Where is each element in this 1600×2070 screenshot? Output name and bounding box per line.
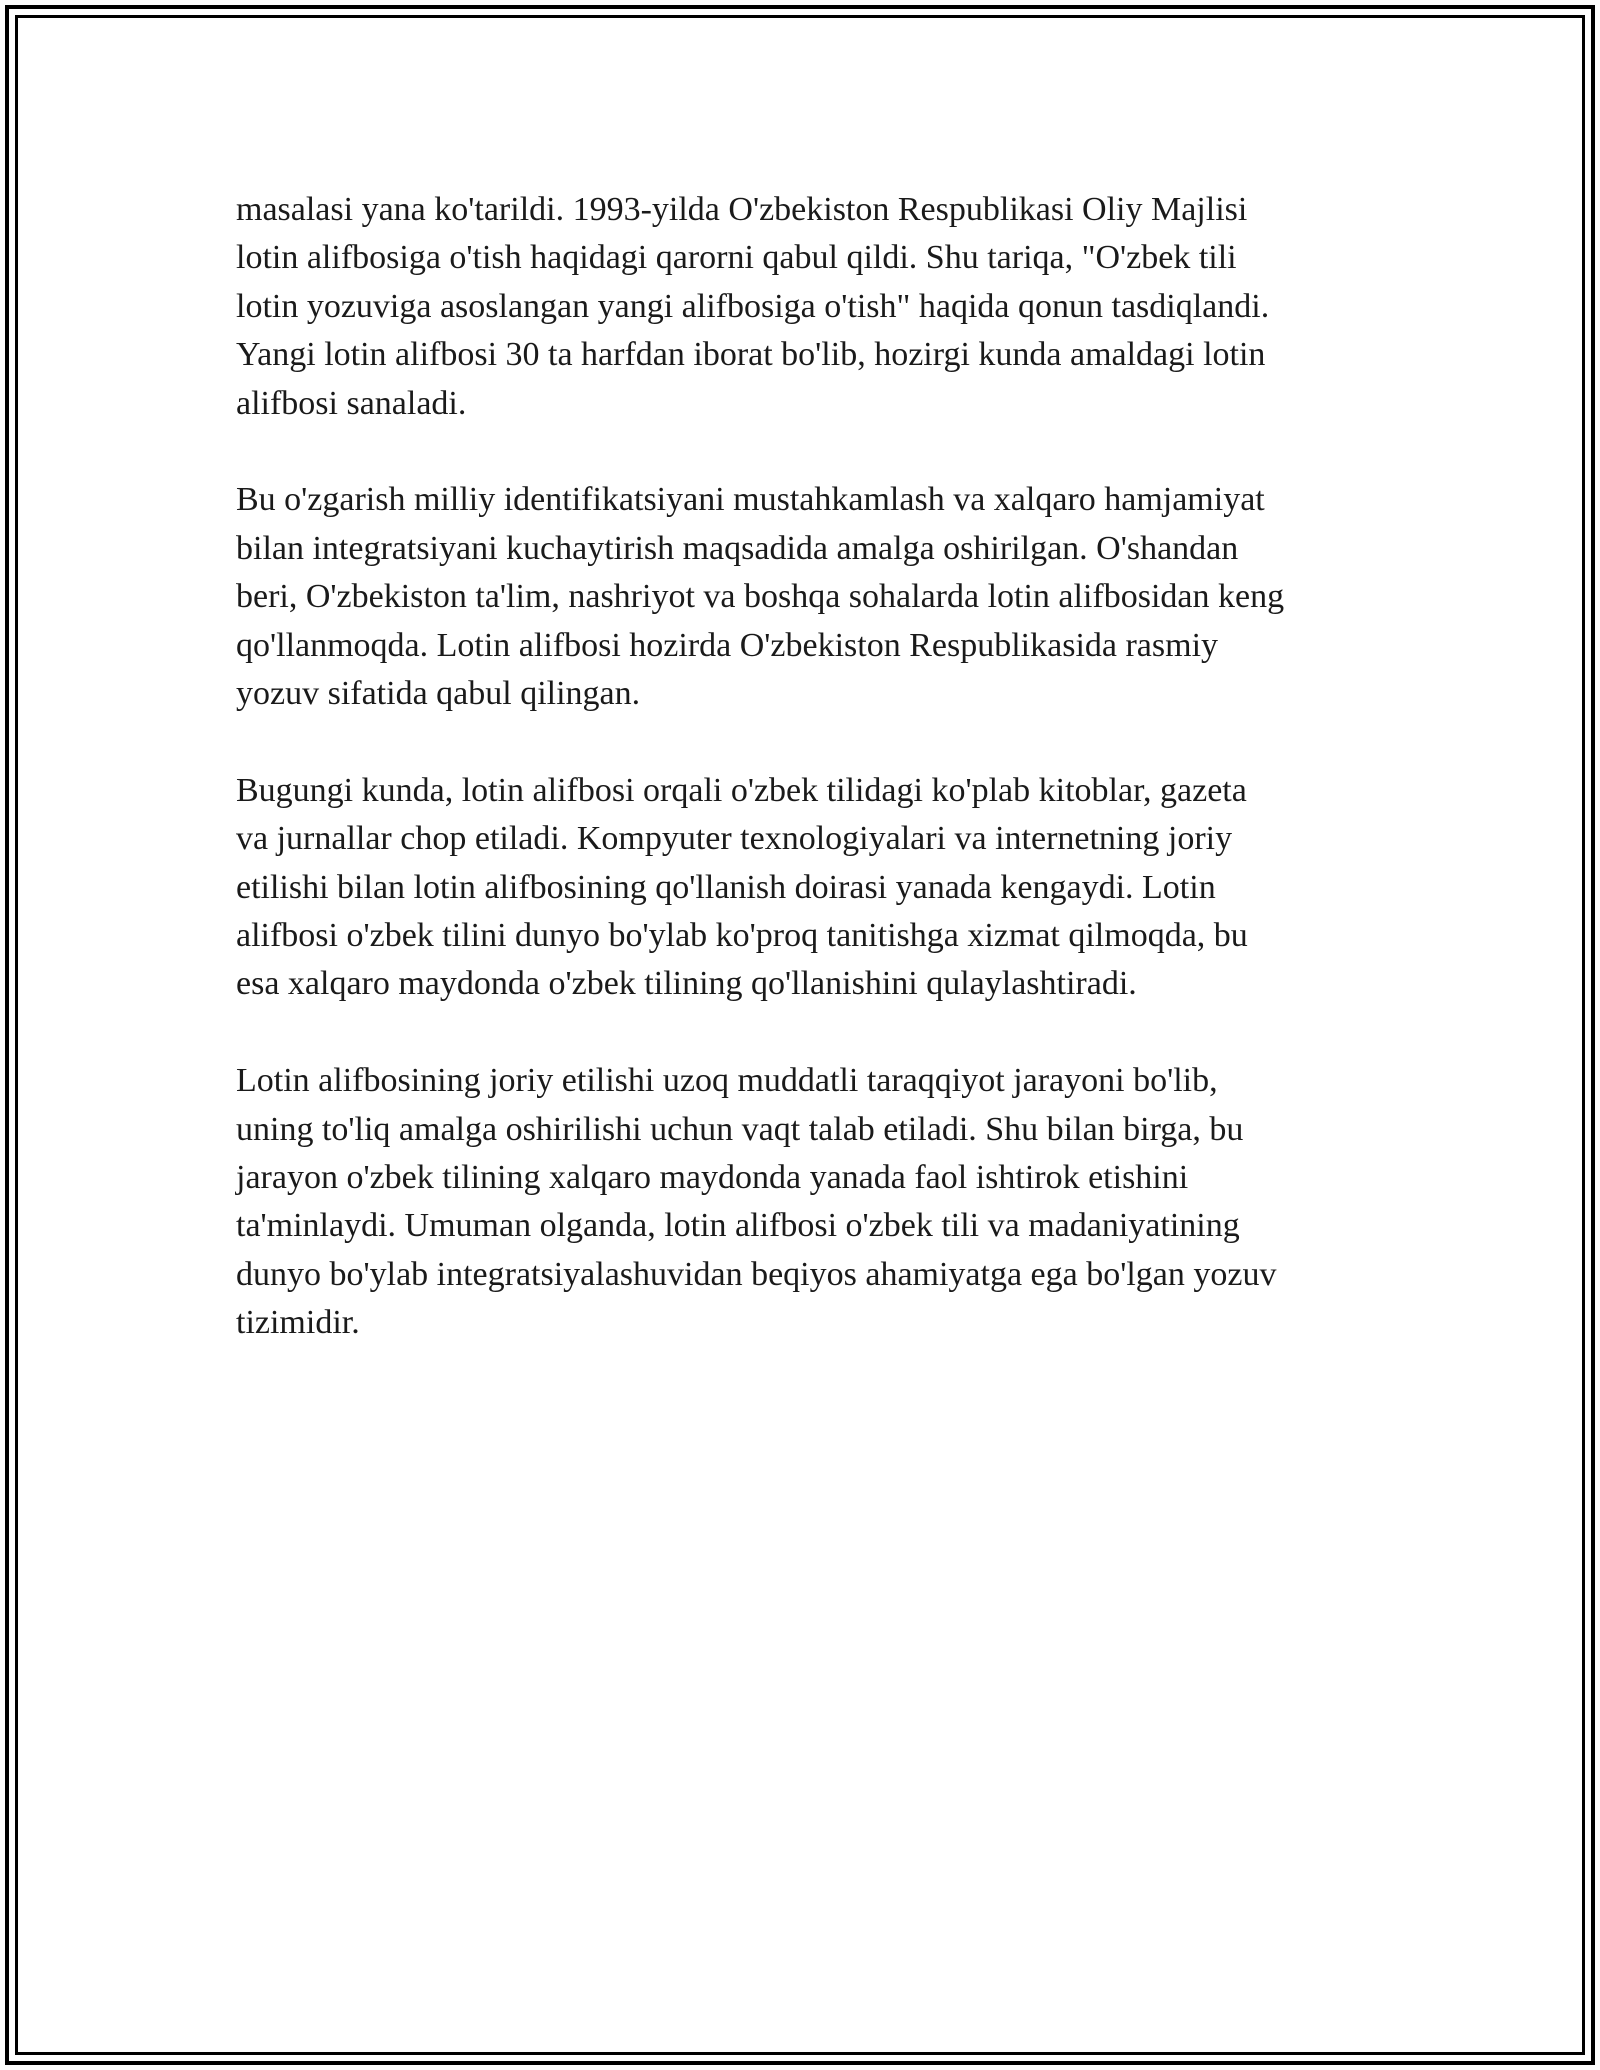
text-line: lotin yozuviga asoslangan yangi alifbosiga o'tish" haqida qonun tasdiqlandi. xyxy=(236,287,1270,325)
text-line: Bu o'zgarish milliy identifikatsiyani mustahkamlash va xalqaro hamjamiyat xyxy=(236,481,1265,519)
text-line: bilan integratsiyani kuchaytirish maqsadida amalga oshirilgan. O'shandan xyxy=(236,529,1239,567)
text-line: alifbosi o'zbek tilini dunyo bo'ylab ko'proq tanitishga xizmat qilmoqda, bu xyxy=(236,917,1248,955)
document-body xyxy=(236,186,1386,1396)
text-line: etilishi bilan lotin alifbosining qo'llanish doirasi yanada kengaydi. Lotin xyxy=(236,868,1216,906)
text-line: ta'minlaydi. Umuman olganda, lotin alifbosi o'zbek tili va madaniyatining xyxy=(236,1207,1240,1245)
text-line: masalasi yana ko'tarildi. 1993-yilda O'zbekiston Respublikasi Oliy Majlisi xyxy=(236,191,1248,228)
text-line: jarayon o'zbek tilining xalqaro maydonda yanada faol ishtirok etishini xyxy=(236,1159,1189,1197)
paragraph-2 xyxy=(236,476,1386,718)
text-line: Yangi lotin alifbosi 30 ta harfdan iborat bo'lib, hozirgi kunda amaldagi lotin xyxy=(236,336,1266,374)
text-line: va jurnallar chop etiladi. Kompyuter texnologiyalari va internetning joriy xyxy=(236,820,1233,858)
text-line: Bugungi kunda, lotin alifbosi orqali o'zbek tilidagi ko'plab kitoblar, gazeta xyxy=(236,771,1247,809)
text-line: uning to'liq amalga oshirilishi uchun vaqt talab etiladi. Shu bilan birga, bu xyxy=(236,1110,1244,1148)
paragraph-3 xyxy=(236,767,1386,1009)
text-line: dunyo bo'ylab integratsiyalashuvidan beqiyos ahamiyatga ega bo'lgan yozuv xyxy=(236,1255,1277,1293)
text-line: lotin alifbosiga o'tish haqidagi qarorni qabul qildi. Shu tariqa, "O'zbek tili xyxy=(236,239,1237,277)
text-line: beri, O'zbekiston ta'lim, nashriyot va boshqa sohalarda lotin alifbosidan keng xyxy=(236,578,1285,616)
paragraph-4 xyxy=(236,1057,1386,1347)
text-line: qo'llanmoqda. Lotin alifbosi hozirda O'zbekiston Respublikasida rasmiy xyxy=(236,626,1219,664)
text-line: esa xalqaro maydonda o'zbek tilining qo'llanishini qulaylashtiradi. xyxy=(236,965,1137,1003)
text-line: alifbosi sanaladi. xyxy=(236,384,467,422)
paragraph-1 xyxy=(236,186,1386,428)
text-line: tizimidir. xyxy=(236,1304,360,1342)
text-line: yozuv sifatida qabul qilingan. xyxy=(236,675,641,713)
text-line: Lotin alifbosining joriy etilishi uzoq muddatli taraqqiyot jarayoni bo'lib, xyxy=(236,1062,1218,1100)
